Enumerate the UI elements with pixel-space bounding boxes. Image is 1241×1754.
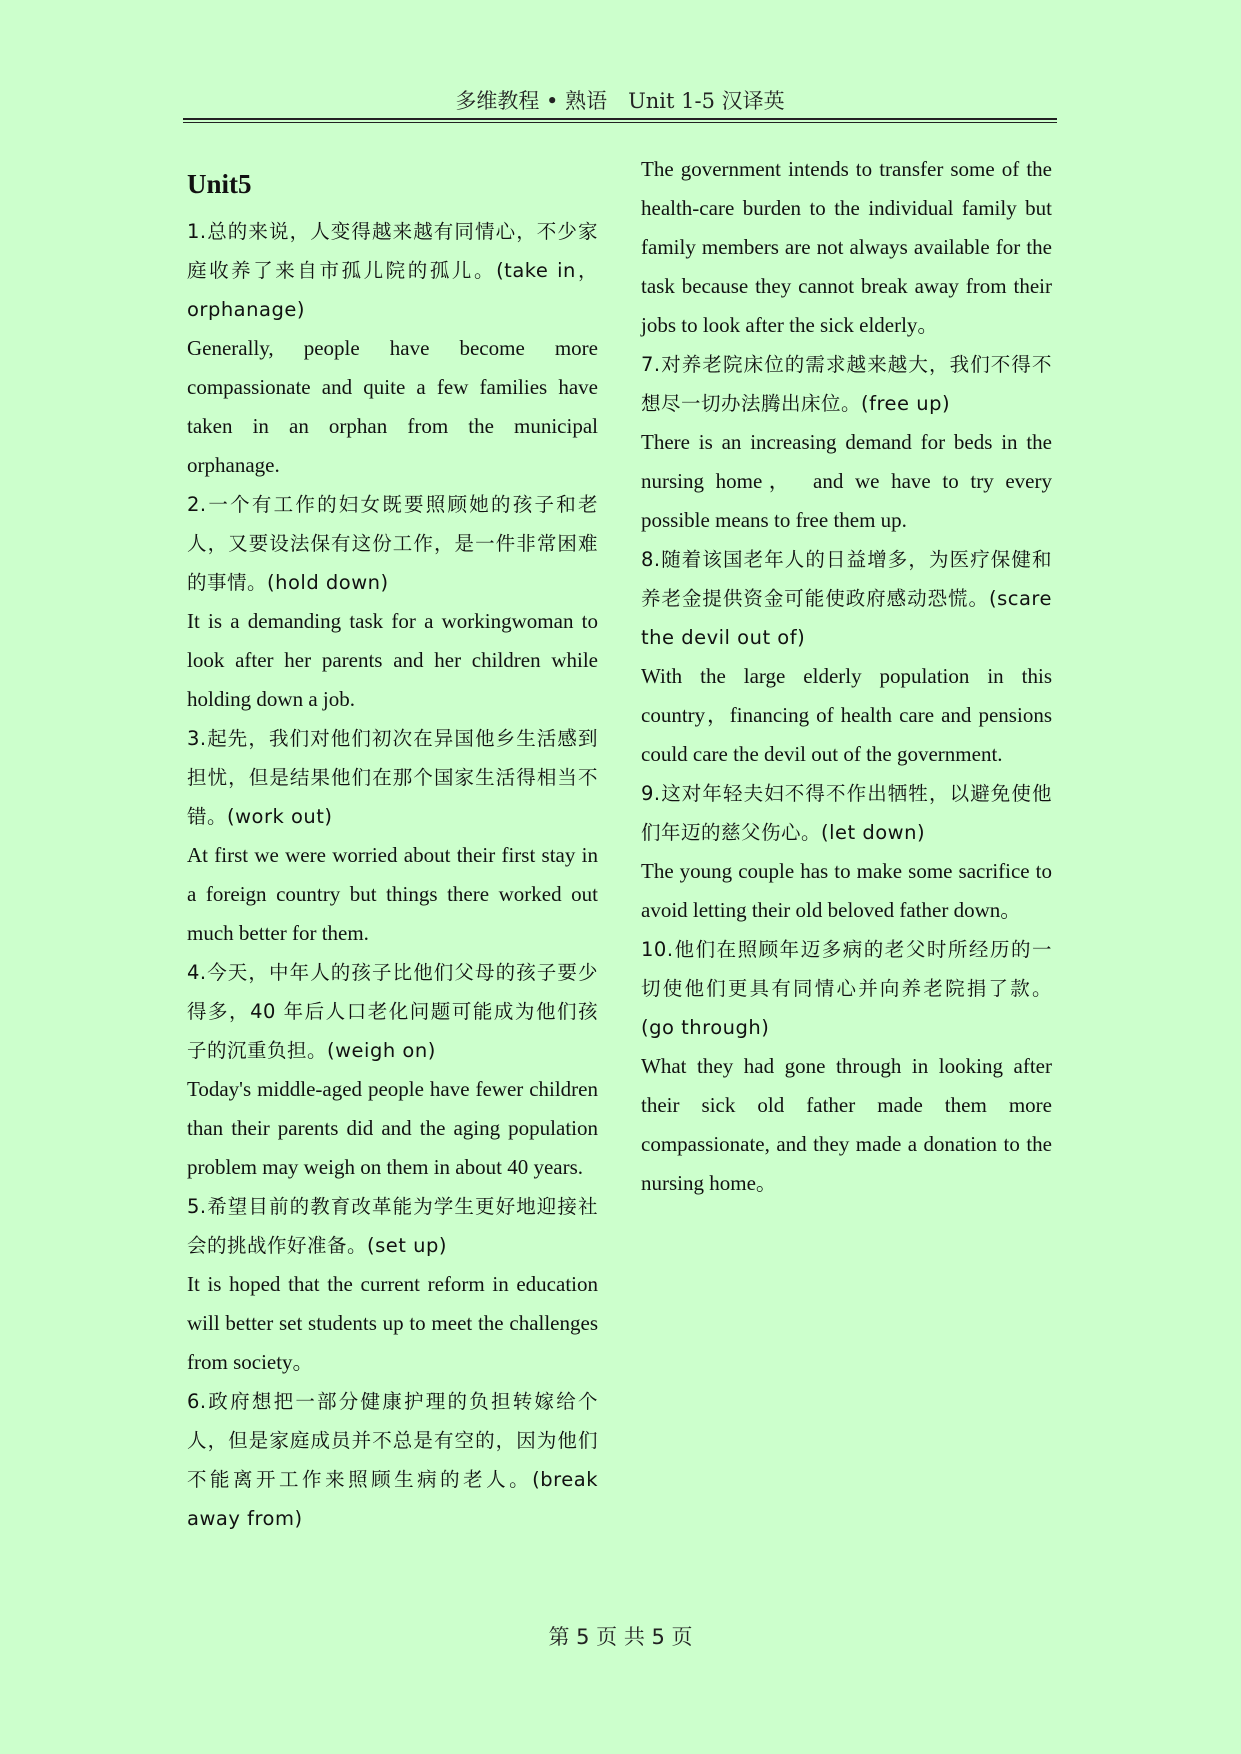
item-7-chinese: 7.对养老院床位的需求越来越大，我们不得不想尽一切办法腾出床位。(free up)	[641, 353, 1052, 415]
item-3-english: At first we were worried about their first stay in a foreign country but things there worked out much better for them.	[187, 843, 598, 945]
item-6-english: The government intends to transfer some of the health-care burden to the individual family but family members are not always available for the task because they cannot break away from their jobs to look after the sick elderly。	[641, 157, 1052, 337]
unit-title: Unit5	[187, 169, 252, 199]
header-rule-thin	[183, 122, 1057, 123]
item-6-chinese: 6.政府想把一部分健康护理的负担转嫁给个人，但是家庭成员并不总是有空的，因为他们不能离开工作来照顾生病的老人。(break away from)	[187, 1390, 598, 1530]
item-4-chinese: 4.今天，中年人的孩子比他们父母的孩子要少得多，40 年后人口老化问题可能成为他们孩子的沉重负担。(weigh on)	[187, 961, 598, 1062]
item-4-english: Today's middle-aged people have fewer children than their parents did and the aging population problem may weigh on them in about 40 years.	[187, 1077, 598, 1179]
item-2-english: It is a demanding task for a workingwoman to look after her parents and her children while holding down a job.	[187, 609, 598, 711]
item-1-chinese: 1.总的来说，人变得越来越有同情心，不少家庭收养了来自市孤儿院的孤儿。(take in，orphanage)	[187, 220, 598, 321]
item-8-chinese: 8.随着该国老年人的日益增多，为医疗保健和养老金提供资金可能使政府感动恐慌。(scare the devil out of)	[641, 548, 1052, 649]
item-9-chinese: 9.这对年轻夫妇不得不作出牺牲，以避免使他们年迈的慈父伤心。(let down)	[641, 782, 1052, 844]
item-7-english: There is an increasing demand for beds in the nursing home， and we have to try every possible means to free them up.	[641, 430, 1052, 532]
item-1-english: Generally, people have become more compassionate and quite a few families have taken in an orphan from the municipal orphanage.	[187, 336, 598, 477]
item-3-chinese: 3.起先，我们对他们初次在异国他乡生活感到担忧，但是结果他们在那个国家生活得相当不错。(work out)	[187, 727, 598, 828]
item-5-english: It is hoped that the current reform in education will better set students up to meet the challenges from society。	[187, 1272, 598, 1374]
item-9-english: The young couple has to make some sacrifice to avoid letting their old beloved father down。	[641, 859, 1052, 922]
left-column	[187, 160, 598, 1538]
page-header: 多维教程 • 熟语 Unit 1-5 汉译英	[455, 89, 785, 113]
item-10-chinese: 10.他们在照顾年迈多病的老父时所经历的一切使他们更具有同情心并向养老院捐了款。(go through)	[641, 938, 1052, 1039]
header-rule-thick	[183, 118, 1057, 120]
right-column	[641, 150, 1052, 1203]
item-10-english: What they had gone through in looking after their sick old father made them more compassionate, and they made a donation to the nursing home。	[641, 1054, 1052, 1195]
item-8-english: With the large elderly population in this country，financing of health care and pensions could care the devil out of the government.	[641, 664, 1052, 766]
page-number-footer: 第 5 页 共 5 页	[548, 1625, 693, 1649]
item-5-chinese: 5.希望目前的教育改革能为学生更好地迎接社会的挑战作好准备。(set up)	[187, 1195, 598, 1257]
item-2-chinese: 2.一个有工作的妇女既要照顾她的孩子和老人，又要设法保有这份工作，是一件非常困难的事情。(hold down)	[187, 493, 598, 594]
